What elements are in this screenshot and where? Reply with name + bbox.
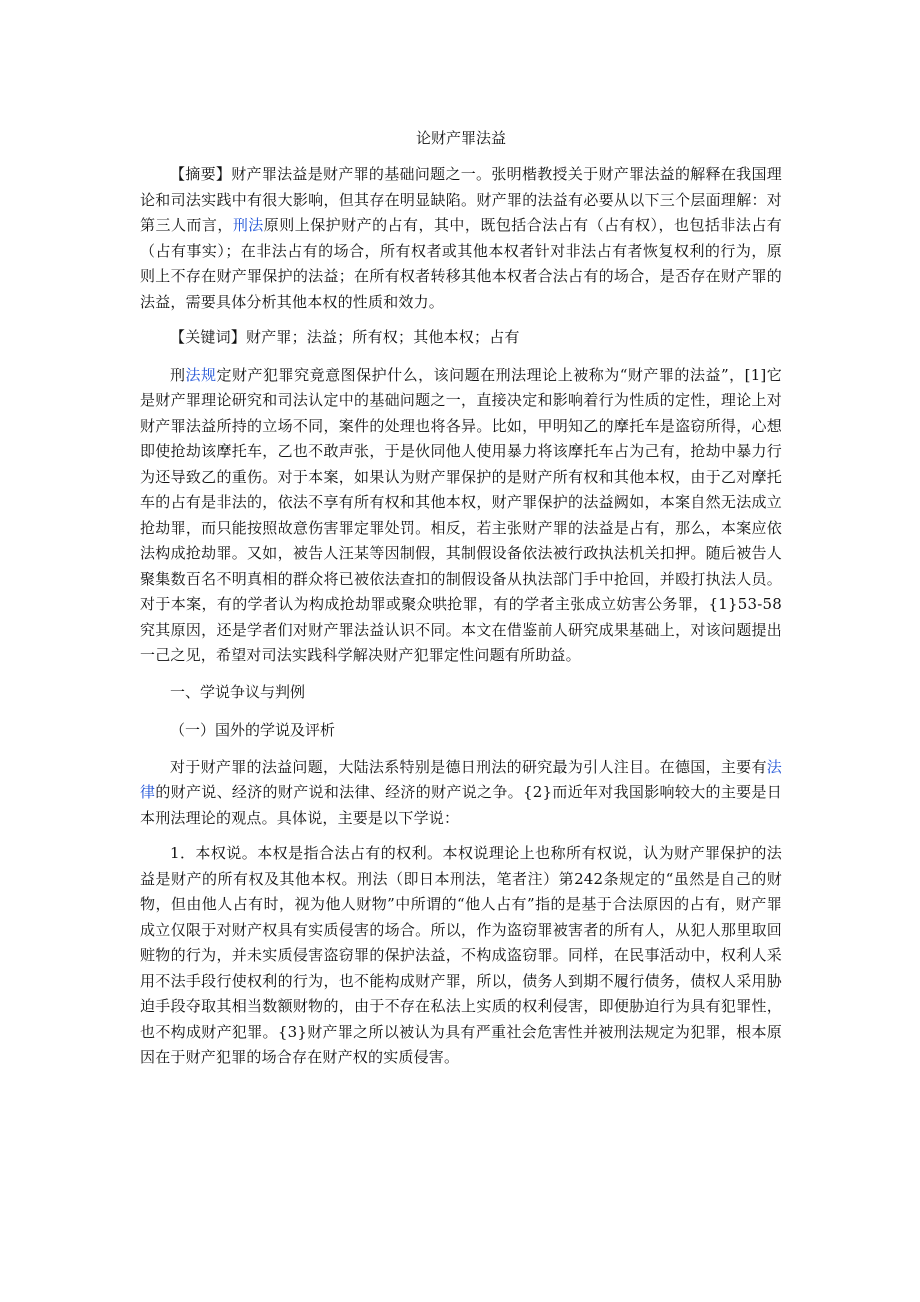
- abstract-text-part2: 原则上保护财产的占有，其中，既包括合法占有（占有权），也包括非法占有（占有事实）；在非法占有的场合，所有权者或其他本权者针对非法占有者恢复权利的行为，原则上不存在财产罪保护的法益；在所有权者转移其他本权者合法占有的场合，是否存在财产罪的法益，需要具体分析其他本权的性质和效力。: [140, 216, 783, 311]
- abstract-criminal-law-link[interactable]: 刑法: [232, 216, 264, 234]
- benquan-theory-paragraph: 1．本权说。本权是指合法占有的权利。本权说理论上也称所有权说，认为财产罪保护的法益是财产的所有权及其他本权。刑法（即日本刑法，笔者注）第242条规定的“虽然是自己的财物，但由他人占有时，视为他人财物”中所谓的“他人占有”指的是基于合法原因的占有，财产罪成立仅限于对财产权具有实质侵害的场合。所以，作为盗窃罪被害者的所有人，从犯人那里取回赃物的行为，并未实质侵害盗窃罪的保护法益，不构成盗窃罪。同样，在民事活动中，权利人采用不法手段行使权利的行为，也不能构成财产罪，所以，债务人到期不履行债务，债权人采用胁迫手段夺取其相当数额财物的，由于不存在私法上实质的权利侵害，即便胁迫行为具有犯罪性，也不构成财产犯罪。{3}财产罪之所以被认为具有严重社会危害性并被刑法规定为犯罪，根本原因在于财产犯罪的场合存在财产权的实质侵害。: [140, 844, 782, 1066]
- foreign-text-part2: 的财产说、经济的财产说和法律、经济的财产说之争。{2}而近年对我国影响较大的主要是日本刑法理论的观点。具体说，主要是以下学说：: [140, 783, 782, 827]
- document-page: [140, 124, 782, 1081]
- foreign-theory-paragraph: [140, 755, 782, 832]
- intro-regulation-link[interactable]: 法规: [185, 365, 217, 384]
- intro-text-part2: 定财产犯罪究竟意图保护什么，该问题在刑法理论上被称为“财产罪的法益”，[1]它是财产罪理论研究和司法认定中的基础问题之一，直接决定和影响着行为性质的定性，理论上对财产罪法益所持的立场不同，案件的处理也将各异。比如，甲明知乙的摩托车是盗窃所得，心想即使抢劫该摩托车，乙也不敢声张，于是伙同他人使用暴力将该摩托车占为己有，抢劫中暴力行为还导致乙的重伤。对于本案，如果认为财产罪保护的是财产所有权和其他本权，由于乙对摩托车的占有是非法的，依法不享有所有权和其他本权，财产罪保护的法益阙如，本案自然无法成立抢劫罪，而只能按照故意伤害罪定罪处罚。相反，若主张财产罪的法益是占有，那么，本案应依法构成抢劫罪。又如，被告人汪某等因制假，其制假设备依法被行政执法机关扣押。随后被告人聚集数百名不明真相的群众将已被依法查扣的制假设备从执法部门手中抢回，并殴打执法人员。对于本案，有的学者认为构成抢劫罪或聚众哄抢罪，有的学者主张成立妨害公务罪，{1}53-58究其原因，还是学者们对财产罪法益认识不同。本文在借鉴前人研究成果基础上，对该问题提出一己之见，希望对司法实践科学解决财产犯罪定性问题有所助益。: [140, 365, 782, 664]
- intro-text-part1: 刑: [170, 365, 186, 384]
- foreign-law-link[interactable]: 法律: [140, 757, 782, 801]
- section-heading-1: 一、学说争议与判例: [170, 682, 306, 701]
- abstract-text-part1: 【摘要】财产罪法益是财产罪的基础问题之一。张明楷教授关于财产罪法益的解释在我国理论和司法实践中有很大影响，但其存在明显缺陷。财产罪的法益有必要从以下三个层面理解：对第三人而言，: [140, 165, 782, 234]
- document-title: 论财产罪法益: [415, 129, 506, 147]
- abstract-paragraph: [140, 162, 782, 315]
- subsection-heading-1: （一）国外的学说及评析: [170, 720, 336, 739]
- foreign-text-part1: 对于财产罪的法益问题，大陆法系特别是德日刑法的研究最为引人注目。在德国，主要有: [170, 757, 767, 776]
- intro-paragraph: [140, 363, 782, 669]
- keywords-paragraph: 【关键词】财产罪；法益；所有权；其他本权；占有: [170, 328, 520, 346]
